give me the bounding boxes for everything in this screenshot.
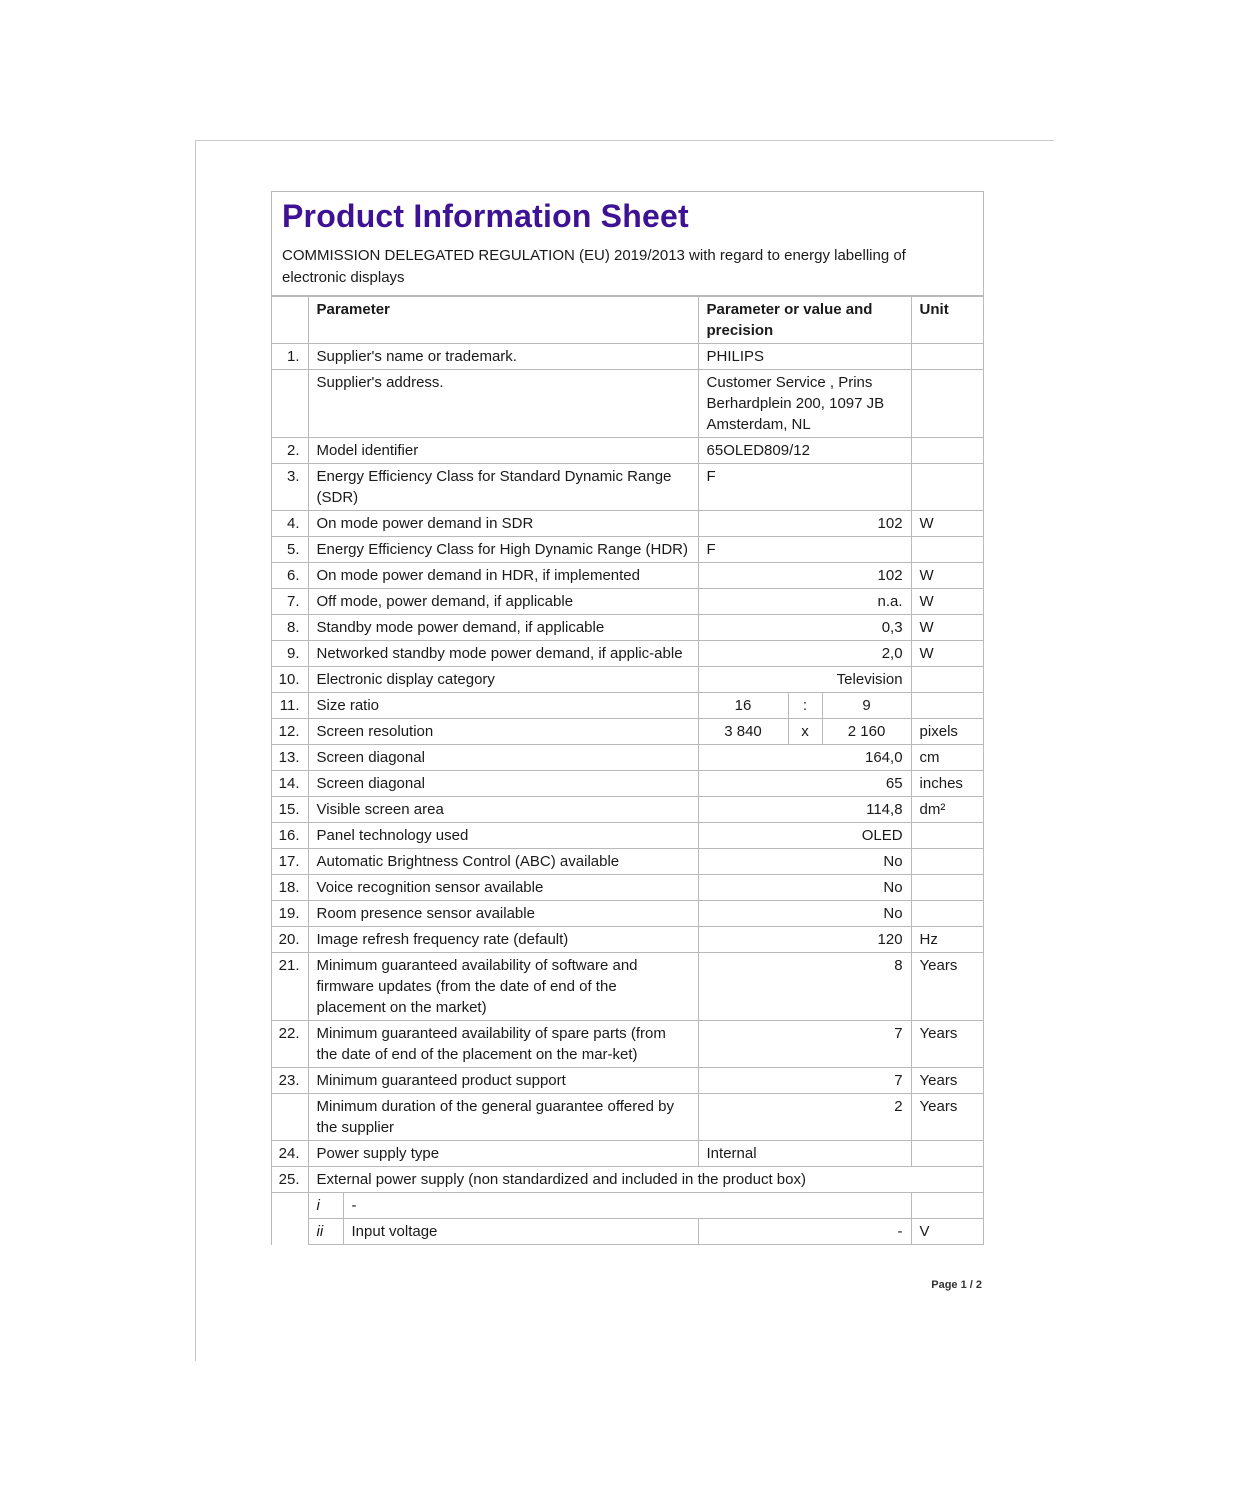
table-row: 24. Power supply type Internal bbox=[272, 1141, 983, 1167]
page-top-border bbox=[196, 140, 1054, 141]
page-number: Page 1 / 2 bbox=[931, 1279, 982, 1291]
column-header-unit: Unit bbox=[911, 297, 983, 344]
table-row: 1. Supplier's name or trademark. PHILIPS bbox=[272, 344, 983, 370]
table-row: 4. On mode power demand in SDR 102 W bbox=[272, 511, 983, 537]
table-row: ii Input voltage - V bbox=[272, 1219, 983, 1245]
regulation-subtitle: COMMISSION DELEGATED REGULATION (EU) 2019/2013 with regard to energy labelling of electronic displays bbox=[282, 247, 906, 286]
table-row: 9. Networked standby mode power demand, if applic-able 2,0 W bbox=[272, 641, 983, 667]
table-row: 15. Visible screen area 114,8 dm² bbox=[272, 797, 983, 823]
table-row: i - bbox=[272, 1193, 983, 1219]
table-row: 25. External power supply (non standardized and included in the product box) bbox=[272, 1167, 983, 1193]
page-title: Product Information Sheet bbox=[282, 198, 689, 234]
table-row: 8. Standby mode power demand, if applicable 0,3 W bbox=[272, 615, 983, 641]
table-row: 2. Model identifier 65OLED809/12 bbox=[272, 438, 983, 464]
table-row: 12. Screen resolution 3 840 x 2 160 pixels bbox=[272, 719, 983, 745]
table-row: 6. On mode power demand in HDR, if implemented 102 W bbox=[272, 563, 983, 589]
table-row: 19. Room presence sensor available No bbox=[272, 901, 983, 927]
table-row: 18. Voice recognition sensor available No bbox=[272, 875, 983, 901]
table-row: Minimum duration of the general guarantee offered by the supplier 2 Years bbox=[272, 1094, 983, 1141]
table-row: 21. Minimum guaranteed availability of software and firmware updates (from the date of end of the placement on the market) 8 Years bbox=[272, 953, 983, 1021]
sheet-header bbox=[272, 192, 983, 296]
column-header-value: Parameter or value and precision bbox=[698, 297, 911, 344]
product-information-sheet bbox=[271, 191, 984, 1245]
table-row: 22. Minimum guaranteed availability of spare parts (from the date of end of the placement on the mar-ket) 7 Years bbox=[272, 1021, 983, 1068]
table-row: 10. Electronic display category Television bbox=[272, 667, 983, 693]
table-row: 20. Image refresh frequency rate (default) 120 Hz bbox=[272, 927, 983, 953]
column-header-parameter: Parameter bbox=[308, 297, 698, 344]
table-row: 11. Size ratio 16 : 9 bbox=[272, 693, 983, 719]
page-left-border bbox=[195, 140, 196, 1361]
table-row: 14. Screen diagonal 65 inches bbox=[272, 771, 983, 797]
table-row: 7. Off mode, power demand, if applicable n.a. W bbox=[272, 589, 983, 615]
table-row: Supplier's address. Customer Service , Prins Berhardplein 200, 1097 JB Amsterdam, NL bbox=[272, 370, 983, 438]
table-row: 3. Energy Efficiency Class for Standard Dynamic Range (SDR) F bbox=[272, 464, 983, 511]
table-row: 23. Minimum guaranteed product support 7 Years bbox=[272, 1068, 983, 1094]
table-row: 16. Panel technology used OLED bbox=[272, 823, 983, 849]
table-row: 13. Screen diagonal 164,0 cm bbox=[272, 745, 983, 771]
table-header-row bbox=[272, 297, 983, 344]
table-row: 5. Energy Efficiency Class for High Dynamic Range (HDR) F bbox=[272, 537, 983, 563]
parameter-table bbox=[272, 296, 983, 1245]
table-row: 17. Automatic Brightness Control (ABC) available No bbox=[272, 849, 983, 875]
